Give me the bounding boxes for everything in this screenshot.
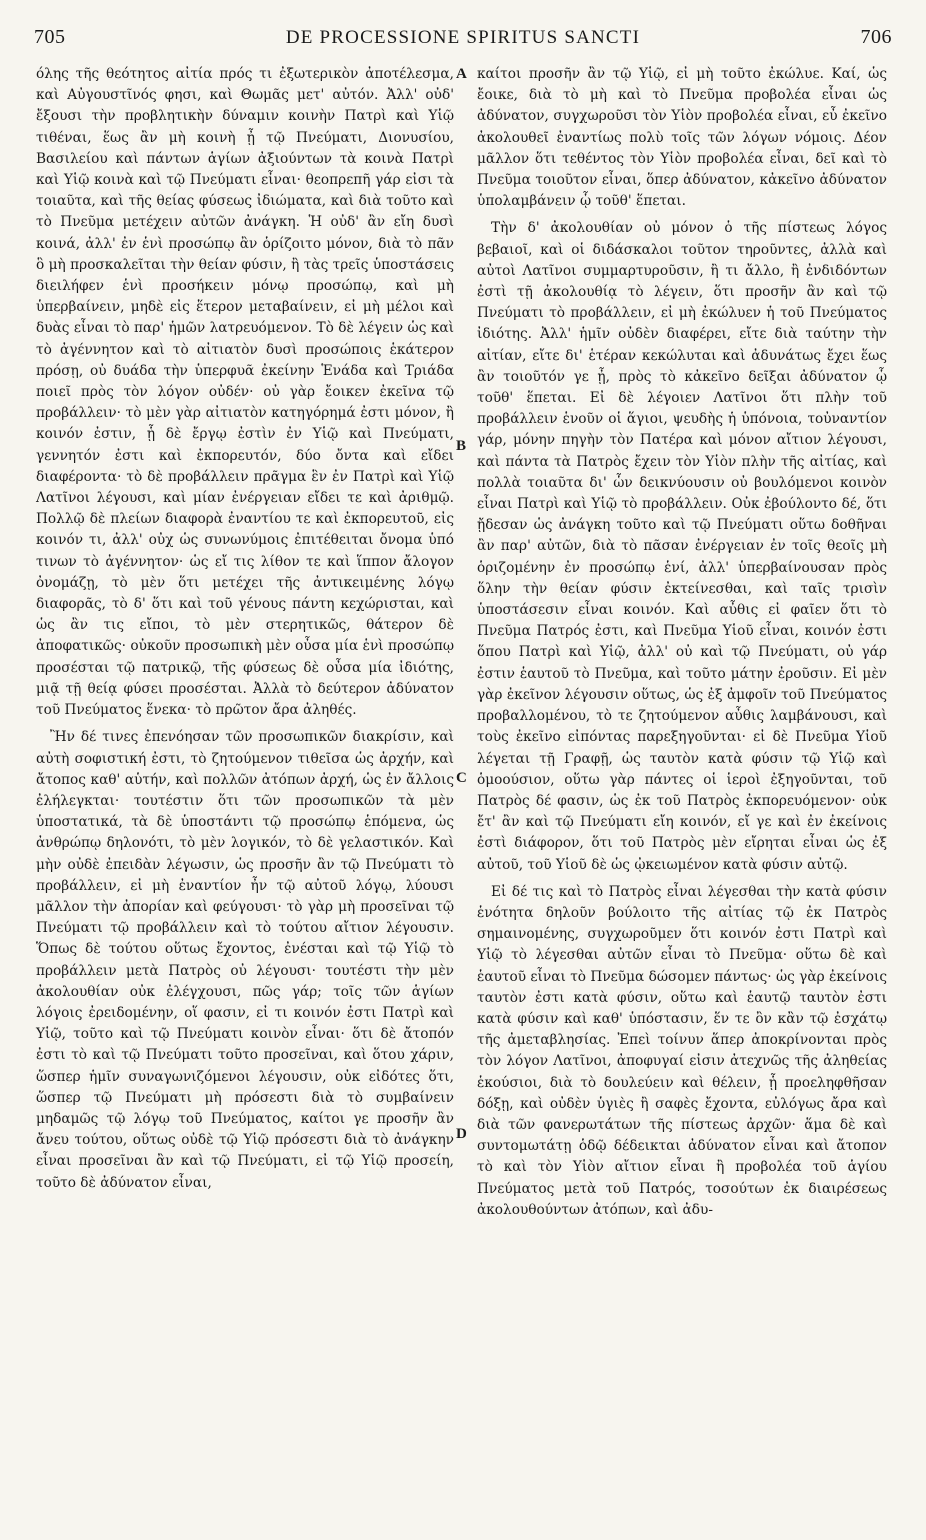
section-marker-a: A [456,66,467,82]
section-marker-c: C [456,770,467,786]
right-column [477,64,887,1221]
running-header [34,26,892,54]
section-marker-b: B [456,438,467,454]
left-column [36,64,454,1194]
page-number-right: 706 [860,26,892,48]
right-paragraph-3: Εἰ δέ τις καὶ τὸ Πατρὸς εἶναι λέγεσθαι τὴν κατὰ φύσιν ἑνότητα δηλοῦν βούλοιτο τῆς αἰτίας τῷ ἐκ Πατρὸς σημαινομένης, συγχωροῦμεν ὅτι κοινόν ἐστι Πατρὶ καὶ Υἱῷ τὸ λέγεσθαι αὐτῶν εἶναι τὸ Πνεῦμα· οὕτω δὲ καὶ ἑαυτοῦ εἶναι τὸ Πνεῦμα δώσομεν πάντως· ὡς γὰρ ἐκείνοις ταυτὸν ἐστι κατὰ φύσιν, οὕτω καὶ ἑαυτῷ ταυτὸν ἐστι κατὰ φύσιν καὶ καθ' ὑπόστασιν, ἕν τε ὂν κἂν τῷ ἐσχάτῳ τῆς ἀμεταβλησίας. Ἐπεὶ τοίνυν ἅπερ ἀποκρίνονται πρὸς τὸν λόγον Λατῖνοι, ἀποφυγαί εἰσιν ἀτεχνῶς τῆς ἀληθείας ἑκούσιοι, διὰ τὸ δουλεύειν καὶ θέλειν, ᾗ προεληφθῆσαν δόξῃ, καὶ οὐδὲν ὑγιὲς ἢ σαφὲς ἔχοντα, εὐλόγως ἄρα καὶ διὰ τῶν φανερωτάτων τῆς πίστεως ἀρχῶν· ἅμα δὲ καὶ συντομωτάτῃ ὁδῷ δέδεικται ἀδύνατον εἶναι καὶ ἄτοπον τὸ καὶ τὸν Υἱὸν αἴτιον εἶναι ἢ προβολέα τοῦ ἁγίου Πνεύματος μετὰ τοῦ Πατρός, τοσούτων ἐκ διαιρέσεως ἀκολουθούντων ἀτόπων, καὶ ἀδυ- [477,883,887,1218]
left-paragraph-2: Ἢν δέ τινες ἐπενόησαν τῶν προσωπικῶν διακρίσιν, καὶ αὐτὴ σοφιστική ἐστι, τὸ ζητούμενον τιθεῖσα ὡς ἀρχήν, καὶ ἄτοπος καθ' αὑτήν, καὶ πολλῶν ἀτόπων ἀρχή, ὡς ἐν ἄλλοις ἐλήλεγκται· τουτέστιν ὅτι τῶν προσωπικῶν τὰ μὲν ὑποστατικά, τὰ δὲ ὑποστάντι τῷ προσώπῳ ἑπόμενα, ὡς ἀνθρώπῳ δηλονότι, τὸ μὲν λογικόν, τὸ δὲ γελαστικόν. Καὶ μὴν οὐδὲ ἐπειδὰν λέγωσιν, ὡς προσῆν ἂν τῷ Πνεύματι τὸ προβάλλειν, εἰ μὴ ἐναντίον ἦν τῷ αὐτοῦ λόγῳ, λύουσι μᾶλλον τὴν ἀπορίαν καὶ φεύγουσι· τὸ γὰρ μὴ προσεῖναι τῷ Πνεύματι τῷ προβάλλειν καὶ τὸ τούτου αἴτιον λέγουσιν. Ὅπως δὲ τούτου οὕτως ἔχοντος, ἐνέσται καὶ τῷ Υἱῷ τὸ προβάλλειν μετὰ Πατρὸς οὐ λέγουσι· τουτέστι τὴν μὲν ἀκολουθίαν οὐκ ἐλέγχουσι, πῶς γάρ; τοῖς τῶν ἁγίων λόγοις ἐρειδομένην, οἵ φασιν, εἰ τι κοινόν ἐστι Πατρὶ καὶ Υἱῷ, τοῦτο καὶ τῷ Πνεύματι κοινὸν εἶναι· ὅτι δὲ ἄτοπόν ἐστι τὸ καὶ τῷ Πνεύματι τοῦτο προσεῖναι, καὶ ὅτου χάριν, ὥσπερ ἡμῖν συναγωνιζόμενοι λέγουσιν, οὐκ εἰδότες ὅτι, ὥσπερ τῷ Πνεύματι μὴ πρόσεστι διὰ τὸ συμβαίνειν μηδαμῶς τῷ λόγῳ τοῦ Πνεύματος, καίτοι γε προσῆν ἂν ἄνευ τούτου, οὕτως οὐδὲ τῷ Υἱῷ πρόσεστι διὰ τὸ ἀνάγκην εἶναι προσεῖναι ἂν καὶ τῷ Πνεύματι, εἰ τῷ Υἱῷ προσείη, τοῦτο δὲ ἀδύνατον εἶναι, [36,729,454,1191]
running-title: DE PROCESSIONE SPIRITUS SANCTI [285,27,641,48]
page-number-left: 705 [34,26,66,48]
left-paragraph-1: όλης τῆς θεότητος αἰτία πρός τι ἐξωτερικὸν ἀποτέλεσμα, καὶ Αὐγουστῖνός φησι, καὶ Θωμᾶς μετ' αὐτόν. Ἀλλ' οὐδ' ἔξουσι τὴν προβλητικὴν δύναμιν κοινὴν Πατρὶ καὶ Υἱῷ τιθέναι, ἕως ἂν μὴ κοινὴ ᾖ τῷ Πνεύματι, Διονυσίου, Βασιλείου καὶ πάντων ἁγίων ἀξιούντων τὰ κοινὰ Πατρὶ καὶ Υἱῷ κοινὰ καὶ τῷ Πνεύματι εἶναι· θεοπρεπῆ γάρ εἰσι τὰ τοιαῦτα, καὶ τῆς θείας φύσεως ἰδιώματα, καὶ διὰ τοῦτο καὶ τὸ Πνεῦμα μετέχειν αὐτῶν ἀνάγκη. Ἡ οὐδ' ἂν εἴη δυσὶ κοινά, ἀλλ' ἐν ἑνὶ προσώπῳ ἂν ὁρίζοιτο μόνον, διὰ τὸ πᾶν ὃ μὴ προσκαλεῖται τὴν θείαν φύσιν, ἢ τὰς τρεῖς ὑποστάσεις διειλήφεν ἑνὶ προσήκειν μόνῳ προσώπῳ, καὶ μὴ ὑπερβαίνειν, μηδὲ εἰς ἕτερον μεταβαίνειν, εἰ μὴ μέλοι καὶ δυὰς εἶναι τὸ παρ' ἡμῶν λατρευόμενον. Τὸ δὲ λέγειν ὡς καὶ τὸ ἀγέννητον καὶ τὸ αἰτιατὸν δυσὶ προσώποις ἑκάτερον πρόσῃ, οὐ δυάδα τὴν ὑπερφυᾶ ἐκείνην Ἑνάδα καὶ Τριάδα ποιεῖ πρὸς τὸν λόγον οὐδέν· οὐ γὰρ ἔοικεν ἐκεῖνα τῷ προβάλλειν· τὸ μὲν γὰρ αἰτιατὸν κατηγόρημά ἐστι μόνον, ἢ κοινόν ἐστιν, ᾗ δὲ ἔργῳ ἐστὶν ἐν Υἱῷ καὶ Πνεύματι, γεννητόν ἐστι καὶ ἐκπορευτόν, δύο ὄντα καὶ εἴδει διαφέροντα· τὸ δὲ προβάλλειν πρᾶγμα ἓν ἐν Πατρὶ καὶ Υἱῷ Λατῖνοι λέγουσι, καὶ μίαν ἐνέργειαν εἴδει τε καὶ ἀριθμῷ. Πολλῷ δὲ πλείων διαφορὰ ἐναντίου τε καὶ ἐκπορευτοῦ, εἰς κοινόν τι, ἀλλ' οὐχ ὡς συνωνύμοις ἐπιτέθειται ὄνομα ὑπό τινων τὸ ἀγέννητον· ὡς εἴ τις λίθον τε καὶ ἵππον ἄλογον ὀνομάζῃ, τὸ μὲν ὅτι μετέχει τῆς ἀντικειμένης λόγῳ διαφορᾶς, τὸ δ' ὅτι καὶ τοῦ γένους πάντη κεχώρισται, καὶ ὡς ἂν τις εἴποι, τὸ μὲν στερητικῶς, θάτερον δὲ ἀποφατικῶς· οὐκοῦν προσωπικὴ μὲν οὖσα μία ἑνὶ προσώπῳ προσέσται τῷ πατρικῷ, τῆς φύσεως δὲ οὖσα μία ἰδιότης, μιᾷ τῇ θείᾳ φύσει προσέσται. Ἀλλὰ τὸ δεύτερον ἀδύνατον τοῦ Πνεύματος ἕνεκα· τὸ πρῶτον ἄρα ἀληθές. [36,66,454,719]
right-paragraph-2: Τὴν δ' ἀκολουθίαν οὐ μόνον ὁ τῆς πίστεως λόγος βεβαιοῖ, καὶ οἱ διδάσκαλοι τοῦτον τηροῦντες, ἀλλὰ καὶ αὐτοὶ Λατῖνοι συμμαρτυροῦσιν, ἢ τι ἄλλο, ἢ ἐνδιδόντων ἐστὶ τῇ ἀκολουθίᾳ τὸ λέγειν, ὅτι προσῆν ἂν καὶ τῷ Πνεύματι τὸ προβάλλειν, εἰ μὴ ἐκώλυεν ἡ τοῦ Πνεύματος ἰδιότης. Ἀλλ' ἡμῖν οὐδὲν διαφέρει, εἴτε διὰ ταύτην τὴν αἰτίαν, εἴτε δι' ἑτέραν κεκώλυται καὶ ἀδυνάτως ἔχει ἕως ἂν τοιοῦτόν γε ᾖ, πρὸς τὸ κἀκεῖνο δεῖξαι ἀδύνατον ᾧ τοῦθ' ἕπεται. Εἰ δὲ λέγοιεν Λατῖνοι ὅτι πλὴν τοῦ προβάλλειν ἑνοῦν οἱ ἅγιοι, ψευδὴς ἡ ὑπόνοια, τοὐναντίον γάρ, μόνην πηγὴν τὸν Πατέρα καὶ μόνον αἴτιον λέγουσι, καὶ πάντα τὰ Πατρὸς ἔχειν τὸν Υἱὸν πλὴν τῆς αἰτίας, καὶ πολλὰ τοιαῦτα δι' ὧν δεικνύουσιν οὐ βουλόμενοι κοινὸν εἶναι Πατρὶ καὶ Υἱῷ τὸ προβάλλειν. Οὐκ ἐβούλοντο δέ, ὅτι ᾔδεσαν ὡς ἀνάγκη τοῦτο καὶ τῷ Πνεύματι οὕτω δοθῆναι ἂν παρ' αὐτῶν, διὰ τὸ πᾶσαν ἐνέργειαν ἐν τοῖς θεοῖς μὴ ὁριζομένην ἐν προσώπῳ ἑνί, ἀλλ' ὑπερβαίνουσαν πρὸς ὅλην τὴν θείαν φύσιν ἐκτείνεσθαι, καὶ ταῖς τρισὶν ὑποστάσεσιν εἶναι κοινόν. Καὶ αὖθις εἰ φαῖεν ὅτι τὸ Πνεῦμα Πατρός ἐστι, καὶ Πνεῦμα Υἱοῦ εἶναι, κοινόν ἐστι ὅπου Πατρὶ καὶ Υἱῷ, ἀλλ' οὐ καὶ τῷ Πνεύματι, οὐ γάρ ἐστιν ἑαυτοῦ τὸ Πνεῦμα, καὶ τοῦτο μάτην ἐροῦσιν. Εἰ μὲν γὰρ ἐκεῖνον λέγουσιν οὕτως, ὡς ἐξ ἀμφοῖν τοῦ Πνεύματος προβαλλομένου, τὸ τε ζητούμενον αὖθις λαμβάνουσι, καὶ τοὺς ἐκεῖνο εἰπόντας παρεξηγοῦνται· εἰ δὲ Πνεῦμα Υἱοῦ λέγεται τῇ Γραφῇ, ὡς ταυτὸν κατὰ φύσιν τῷ Υἱῷ καὶ ὁμοούσιον, οὕτω γὰρ πάντες οἱ ἱεροὶ ἐξηγοῦνται, τοῦ Πατρὸς δέ φασιν, ὡς ἐκ τοῦ Πατρὸς ἐκπορευόμενον· οὐκ ἔτ' ἂν καὶ τῷ Πνεύματι εἴη κοινόν, εἴ γε καὶ ἐν ἐκείνοις ἐστὶ διάφορον, ὅτι τοῦ Πατρὸς μὲν εἴρηται εἶναι ὡς ἐξ αὐτοῦ, τοῦ Υἱοῦ δὲ ὡς ᾠκειωμένον κατὰ φύσιν αὐτῷ. [477,220,887,873]
right-paragraph-1: καίτοι προσῆν ἂν τῷ Υἱῷ, εἰ μὴ τοῦτο ἐκώλυε. Καί, ὡς ἔοικε, διὰ τὸ μὴ καὶ τὸ Πνεῦμα προβολέα εἶναι ὡς ἀδύνατον, συγχωροῦσι τὸν Υἱὸν προβολέα εἶναι, εὖ ἐκεῖνο ἀκολουθεῖ ἐναντίως πολὺ τοῖς τῶν λόγων νόμοις. Δέον μᾶλλον ὅτι τεθέντος τὸν Υἱὸν προβολέα εἶναι, δεῖ καὶ τὸ Πνεῦμα τοιοῦτον εἶναι, ὅπερ ἀδύνατον, κἀκεῖνο ἀδύνατον ὑπολαμβάνειν ᾧ τοῦθ' ἕπεται. [477,66,887,210]
section-marker-d: D [456,1126,467,1142]
